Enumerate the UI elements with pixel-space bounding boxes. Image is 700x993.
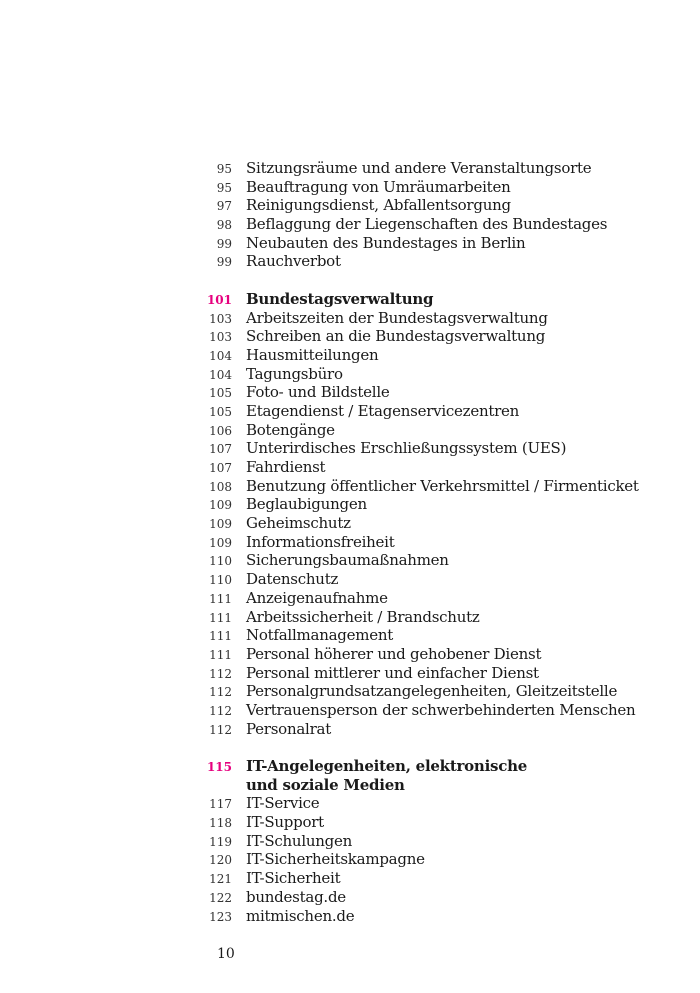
toc-page-number: 117 [209, 797, 232, 812]
toc-entry[interactable] [200, 252, 640, 271]
toc-entry-title: IT-Sicherheitskampagne [246, 850, 425, 869]
toc-entry[interactable] [200, 346, 640, 365]
table-of-contents [200, 159, 640, 925]
toc-entry-title: Vertrauensperson der schwerbehinderten Menschen [246, 700, 636, 719]
toc-entry-title: Beflaggung der Liegenschaften des Bundestages [246, 215, 608, 234]
toc-page-number: 105 [209, 404, 232, 419]
toc-page-number: 119 [209, 834, 232, 849]
toc-entry[interactable] [200, 888, 640, 907]
toc-entry[interactable] [200, 813, 640, 832]
toc-entry-title: Personalgrundsatzangelegenheiten, Gleitzeitstelle [246, 682, 618, 701]
toc-entry[interactable] [200, 720, 640, 739]
toc-entry-title: Foto- und Bildstelle [246, 383, 390, 402]
toc-page-number: 97 [216, 199, 232, 214]
toc-entry[interactable] [200, 645, 640, 664]
toc-entry-title: IT-Service [246, 794, 320, 813]
toc-page-number: 105 [209, 386, 232, 401]
toc-entry[interactable] [200, 421, 640, 440]
page-number: 10 [217, 946, 235, 962]
toc-page-number: 109 [209, 517, 232, 532]
toc-entry-title: Beglaubigungen [246, 495, 367, 514]
toc-page-number: 107 [209, 442, 232, 457]
toc-group-it [200, 757, 640, 925]
toc-entry-title: Datenschutz [246, 570, 339, 589]
toc-entry[interactable] [200, 196, 640, 215]
toc-section-title-line-2: und soziale Medien [246, 775, 405, 794]
toc-entry-title: Informationsfreiheit [246, 532, 395, 551]
toc-entry-title: Sicherungsbaumaßnahmen [246, 551, 449, 570]
toc-entry[interactable] [200, 626, 640, 645]
toc-entry[interactable] [200, 439, 640, 458]
toc-page-number: 121 [209, 872, 232, 887]
toc-page-number: 111 [209, 629, 232, 644]
toc-page-number: 99 [216, 255, 232, 270]
toc-entry[interactable] [200, 514, 640, 533]
toc-page-number: 104 [209, 348, 232, 363]
toc-entry[interactable] [200, 570, 640, 589]
toc-entry-title: Unterirdisches Erschließungssystem (UES) [246, 439, 567, 458]
toc-entry-title: IT-Sicherheit [246, 869, 341, 888]
toc-page-number: 111 [209, 610, 232, 625]
toc-entry[interactable] [200, 178, 640, 197]
toc-entry[interactable] [200, 832, 640, 851]
toc-section-title: Bundestagsverwaltung [246, 289, 434, 308]
toc-entry[interactable] [200, 383, 640, 402]
toc-page-number: 112 [209, 685, 232, 700]
toc-entry-title: Notfallmanagement [246, 626, 394, 645]
toc-page-number: 98 [216, 218, 232, 233]
toc-section-heading[interactable] [200, 757, 640, 776]
toc-entry-title: Sitzungsräume und andere Veranstaltungsorte [246, 159, 592, 177]
toc-page-number: 103 [209, 311, 232, 326]
toc-section-page-number: 115 [206, 760, 232, 774]
toc-entry-title: Personal höherer und gehobener Dienst [246, 644, 542, 663]
toc-entry[interactable] [200, 664, 640, 683]
toc-page-number: 104 [209, 367, 232, 382]
toc-page-number: 107 [209, 461, 232, 475]
toc-entry-title: Arbeitszeiten der Bundestagsverwaltung [246, 308, 548, 327]
toc-entry[interactable] [200, 458, 640, 477]
toc-page-number: 111 [209, 591, 232, 606]
toc-group-administration [200, 290, 640, 739]
toc-entry-title: Reinigungsdienst, Abfallentsorgung [246, 196, 511, 215]
toc-page-number: 111 [209, 647, 232, 662]
toc-page-number: 110 [209, 554, 232, 569]
toc-entry[interactable] [200, 589, 640, 608]
toc-section-title: IT-Angelegenheiten, elektronische [246, 757, 528, 775]
toc-page-number: 103 [209, 330, 232, 345]
toc-entry-title: Tagungsbüro [246, 364, 343, 383]
toc-entry-title: Geheimschutz [246, 514, 351, 533]
toc-entry[interactable] [200, 159, 640, 178]
toc-entry-title: Schreiben an die Bundestagsverwaltung [246, 327, 546, 346]
toc-entry[interactable] [200, 869, 640, 888]
toc-section-heading-continued[interactable] [200, 776, 640, 795]
toc-page-number: 106 [209, 423, 232, 438]
toc-entry-title: Personalrat [246, 719, 331, 738]
toc-page-number: 108 [209, 479, 232, 494]
toc-entry[interactable] [200, 495, 640, 514]
toc-entry-title: bundestag.de [246, 887, 346, 906]
toc-entry[interactable] [200, 234, 640, 253]
toc-entry[interactable] [200, 309, 640, 328]
toc-entry[interactable] [200, 533, 640, 552]
toc-entry[interactable] [200, 608, 640, 627]
toc-page-number: 112 [209, 703, 232, 718]
toc-entry-title: mitmischen.de [246, 906, 355, 925]
toc-section-heading[interactable] [200, 290, 640, 309]
toc-entry[interactable] [200, 794, 640, 813]
toc-group-facilities [200, 159, 640, 271]
toc-entry-title: Beauftragung von Umräumarbeiten [246, 177, 511, 196]
toc-page-number: 95 [216, 162, 232, 176]
toc-entry[interactable] [200, 701, 640, 720]
toc-entry[interactable] [200, 477, 640, 496]
toc-entry[interactable] [200, 327, 640, 346]
toc-entry-title: Neubauten des Bundestages in Berlin [246, 233, 526, 252]
toc-entry[interactable] [200, 907, 640, 926]
toc-entry-title: Fahrdienst [246, 458, 326, 476]
toc-entry-title: Anzeigenaufnahme [246, 588, 388, 607]
toc-page-number: 110 [209, 573, 232, 588]
toc-entry-title: Etagendienst / Etagenservicezentren [246, 401, 520, 420]
toc-page-number: 109 [209, 498, 232, 513]
toc-page-number: 112 [209, 666, 232, 681]
toc-page-number: 109 [209, 535, 232, 550]
toc-section-page-number: 101 [206, 292, 232, 307]
toc-page-number: 122 [209, 890, 232, 905]
toc-entry-title: IT-Support [246, 813, 324, 832]
toc-entry-title: Hausmitteilungen [246, 345, 379, 364]
toc-page-number: 112 [209, 722, 232, 737]
toc-entry[interactable] [200, 682, 640, 701]
toc-entry-title: Rauchverbot [246, 252, 341, 271]
toc-entry[interactable] [200, 402, 640, 421]
toc-entry-title: Arbeitssicherheit / Brandschutz [246, 607, 480, 626]
toc-entry[interactable] [200, 850, 640, 869]
toc-page-number: 120 [209, 853, 232, 868]
toc-entry-title: Benutzung öffentlicher Verkehrsmittel / Firmenticket [246, 476, 639, 495]
toc-page-number: 95 [216, 180, 232, 195]
toc-page-number: 118 [209, 816, 232, 831]
toc-entry[interactable] [200, 215, 640, 234]
toc-page-number: 99 [216, 236, 232, 251]
toc-entry-title: Personal mittlerer und einfacher Dienst [246, 663, 539, 682]
toc-entry-title: IT-Schulungen [246, 831, 353, 850]
toc-entry[interactable] [200, 365, 640, 384]
toc-entry-title: Botengänge [246, 420, 335, 439]
toc-page-number: 123 [209, 909, 232, 924]
toc-entry[interactable] [200, 551, 640, 570]
